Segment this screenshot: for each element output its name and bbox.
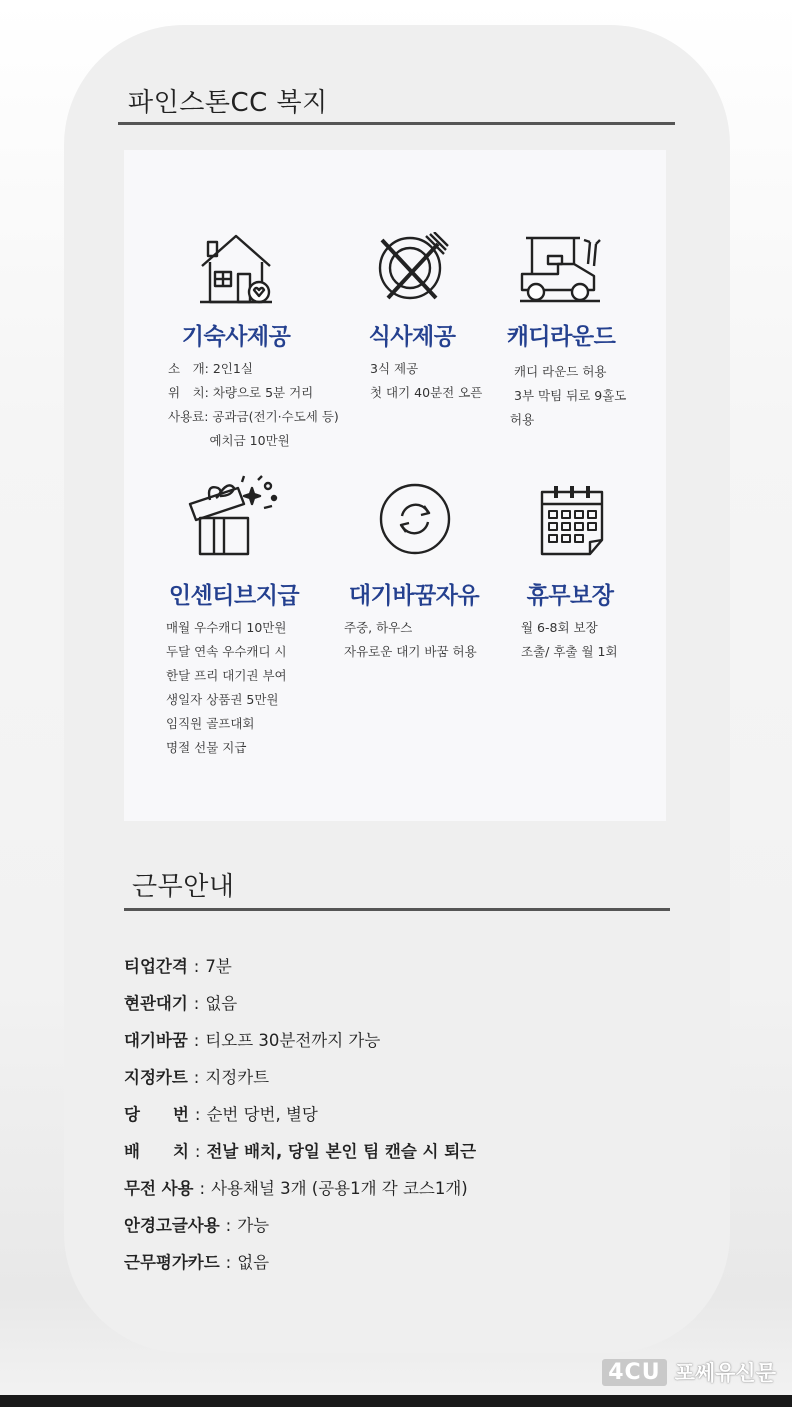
row-key: 대기바꿈: [124, 1031, 188, 1050]
work-row-glasses-use: [124, 1212, 269, 1236]
desc-line: 3식 제공: [370, 361, 419, 376]
gift-box-icon: [188, 474, 282, 558]
work-row-teeup-interval: [124, 953, 232, 977]
work-row-entrance-wait: [124, 990, 237, 1014]
desc-line: 조출/ 후출 월 1회: [521, 644, 618, 659]
desc-line: 사용료: 공과금(전기·수도세 등): [168, 409, 339, 424]
row-key: 근무평가카드: [124, 1253, 220, 1272]
row-key: 배 치: [124, 1142, 189, 1161]
row-key: 현관대기: [124, 994, 188, 1013]
work-row-radio-use: [124, 1175, 468, 1199]
calendar-icon: [538, 482, 606, 558]
house-icon: [196, 230, 276, 308]
row-value: 가능: [237, 1216, 270, 1235]
work-row-evaluation-card: [124, 1249, 269, 1273]
row-separator: :: [225, 1253, 232, 1272]
work-row-wait-swap: [124, 1027, 380, 1051]
row-value: 지정카트: [205, 1068, 270, 1087]
row-separator: :: [193, 957, 200, 976]
row-value: 없음: [237, 1253, 270, 1272]
watermark: [602, 1357, 776, 1387]
welfare-label-dormitory: 기숙사제공: [181, 324, 291, 350]
row-separator: :: [225, 1216, 232, 1235]
desc-line: 임직원 골프대회: [166, 716, 255, 731]
golf-cart-icon: [518, 234, 602, 304]
watermark-text: 포쎄유신문: [674, 1361, 776, 1385]
row-value: 없음: [205, 994, 238, 1013]
welfare-title: 파인스톤CC 복지: [128, 88, 328, 118]
desc-line: 명절 선물 지급: [166, 740, 247, 755]
row-separator: :: [194, 1142, 201, 1161]
welfare-desc-swap-freedom: [344, 616, 477, 664]
row-value: 7분: [205, 957, 232, 976]
row-separator: :: [199, 1179, 206, 1198]
welfare-desc-caddie-round: [510, 360, 627, 432]
desc-line: 캐디 라운드 허용: [514, 364, 607, 379]
row-key: 당 번: [124, 1105, 189, 1124]
row-key: 지정카트: [124, 1068, 188, 1087]
row-separator: :: [193, 1068, 200, 1087]
desc-line: 허용: [510, 412, 535, 427]
welfare-desc-incentive: [166, 616, 287, 760]
row-value: 순번 당번, 별당: [206, 1105, 318, 1124]
desc-line: 소 개: 2인1실: [168, 361, 253, 376]
row-separator: :: [194, 1105, 201, 1124]
welfare-label-leave-guarantee: 휴무보장: [526, 583, 614, 609]
row-separator: :: [193, 994, 200, 1013]
work-row-assigned-cart: [124, 1064, 269, 1088]
work-title-rule: [124, 908, 670, 911]
watermark-logo: 4CU: [602, 1359, 666, 1386]
desc-line: 두달 연속 우수캐디 시: [166, 644, 287, 659]
desc-line: 3부 막팀 뒤로 9홀도: [514, 388, 627, 403]
welfare-label-meal: 식사제공: [368, 324, 456, 350]
row-value: 티오프 30분전까지 가능: [205, 1031, 381, 1050]
work-row-assignment: [124, 1138, 476, 1162]
plate-fork-knife-icon: [374, 232, 450, 304]
row-key: 무전 사용: [124, 1179, 194, 1198]
desc-line: 주중, 하우스: [344, 620, 413, 635]
row-separator: :: [193, 1031, 200, 1050]
welfare-title-rule: [118, 122, 675, 125]
desc-line: 생일자 상품권 5만원: [166, 692, 279, 707]
welfare-label-caddie-round: 캐디라운드: [506, 324, 616, 350]
row-value: 전날 배치, 당일 본인 팀 캔슬 시 퇴근: [206, 1142, 477, 1161]
row-key: 안경고글사용: [124, 1216, 220, 1235]
welfare-desc-leave-guarantee: [521, 616, 618, 664]
desc-line: 위 치: 차량으로 5분 거리: [168, 385, 314, 400]
bottom-bar: [0, 1395, 792, 1407]
desc-line: 예치금 10만원: [168, 433, 290, 448]
desc-line: 한달 프리 대기권 부여: [166, 668, 287, 683]
desc-line: 월 6-8회 보장: [521, 620, 598, 635]
row-value: 사용채널 3개 (공용1개 각 코스1개): [211, 1179, 468, 1198]
welfare-label-swap-freedom: 대기바꿈자유: [348, 583, 480, 609]
swap-arrows-icon: [378, 482, 452, 556]
desc-line: 매월 우수캐디 10만원: [166, 620, 287, 635]
row-key: 티업간격: [124, 957, 188, 976]
welfare-desc-dormitory: [168, 357, 339, 453]
work-title: 근무안내: [132, 872, 235, 902]
welfare-label-incentive: 인센티브지급: [168, 583, 300, 609]
welfare-desc-meal: [370, 357, 482, 405]
desc-line: 첫 대기 40분전 오픈: [370, 385, 483, 400]
desc-line: 자유로운 대기 바꿈 허용: [344, 644, 477, 659]
work-row-duty: [124, 1101, 318, 1125]
